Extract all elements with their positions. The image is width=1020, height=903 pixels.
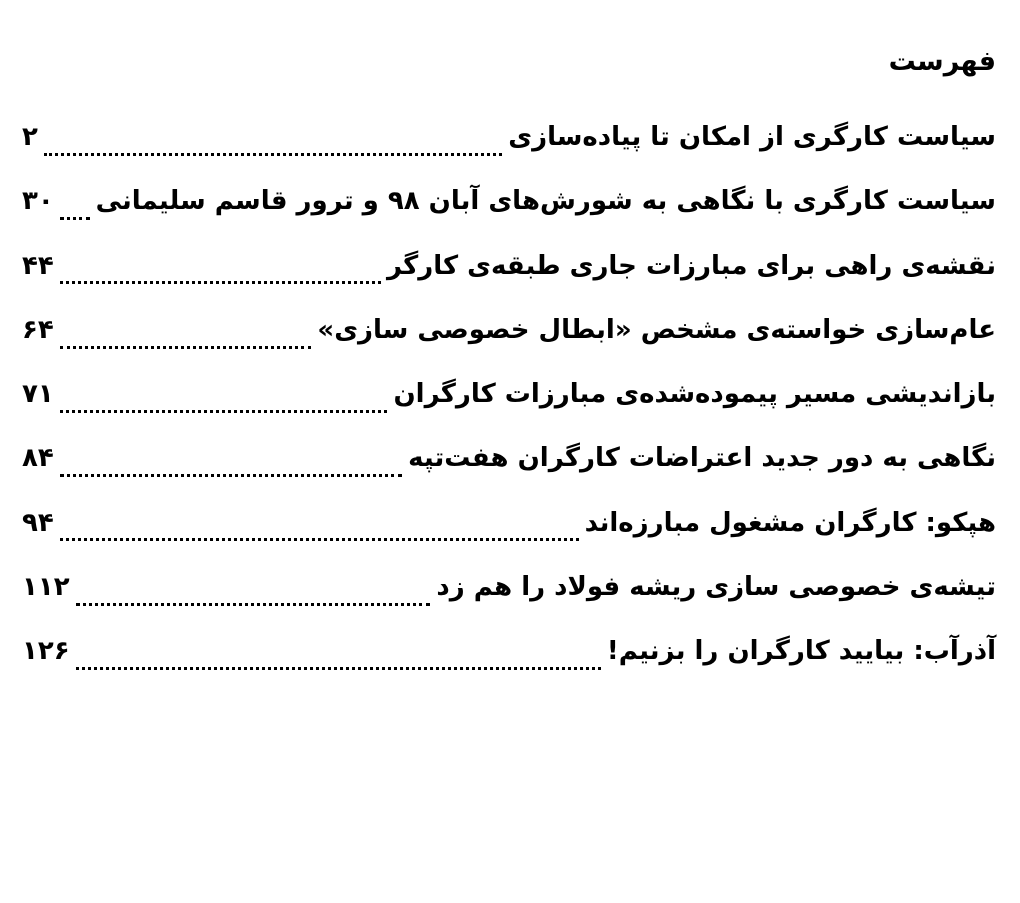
toc-entry[interactable] [22,305,996,369]
toc-entry-page-number: ۴۴ [22,250,54,281]
toc-entry-title: سیاست کارگری با نگاهی به شورش‌های آبان ۹۸ و ترور قاسم سلیمانی [95,186,996,217]
dot-leader [60,410,388,413]
toc-entry[interactable] [22,626,996,690]
toc-entry[interactable] [22,498,996,562]
toc-entry-page-number: ۶۴ [22,314,54,345]
dot-leader [60,538,579,541]
toc-entry-page-number: ۷۱ [22,379,54,410]
toc-entry-page-number: ۱۲۶ [22,636,70,667]
toc-entry-title: عام‌سازی خواسته‌ی مشخص «ابطال خصوصی سازی» [317,314,996,345]
toc-entry-title: سیاست کارگری از امکان تا پیاده‌سازی [508,122,996,152]
toc-entry-title: بازاندیشی مسیر پیموده‌شده‌ی مبارزات کارگران [393,379,996,410]
dot-leader [60,474,402,477]
toc-entry-title: هپکو: کارگران مشغول مبارزه‌اند [584,507,996,538]
toc-entry[interactable] [22,241,996,305]
toc-entry[interactable] [22,433,996,497]
toc-entry-page-number: ۸۴ [22,443,54,474]
toc-entry[interactable] [22,112,996,176]
toc-entry-title: نقشه‌ی راهی برای مبارزات جاری طبقه‌ی کارگر [386,250,996,281]
dot-leader [60,281,381,284]
toc-entry-page-number: ۳۰ [22,186,54,217]
dot-leader [44,153,502,156]
toc-entry[interactable] [22,176,996,240]
toc-entry-page-number: ۲ [22,122,38,152]
toc-list [22,112,996,691]
dot-leader [76,603,431,606]
toc-entry-title: تیشه‌ی خصوصی سازی ریشه فولاد را هم زد [436,572,996,603]
toc-entry-title: نگاهی به دور جدید اعتراضات کارگران هفت‌تپه [408,443,996,474]
toc-entry-page-number: ۹۴ [22,507,54,538]
dot-leader [60,346,312,349]
dot-leader [60,217,90,220]
dot-leader [76,667,601,670]
toc-entry[interactable] [22,562,996,626]
toc-entry[interactable] [22,369,996,433]
toc-heading: فهرست [888,46,996,77]
toc-entry-page-number: ۱۱۲ [22,572,70,603]
toc-entry-title: آذرآب: بیایید کارگران را بزنیم! [606,636,996,667]
